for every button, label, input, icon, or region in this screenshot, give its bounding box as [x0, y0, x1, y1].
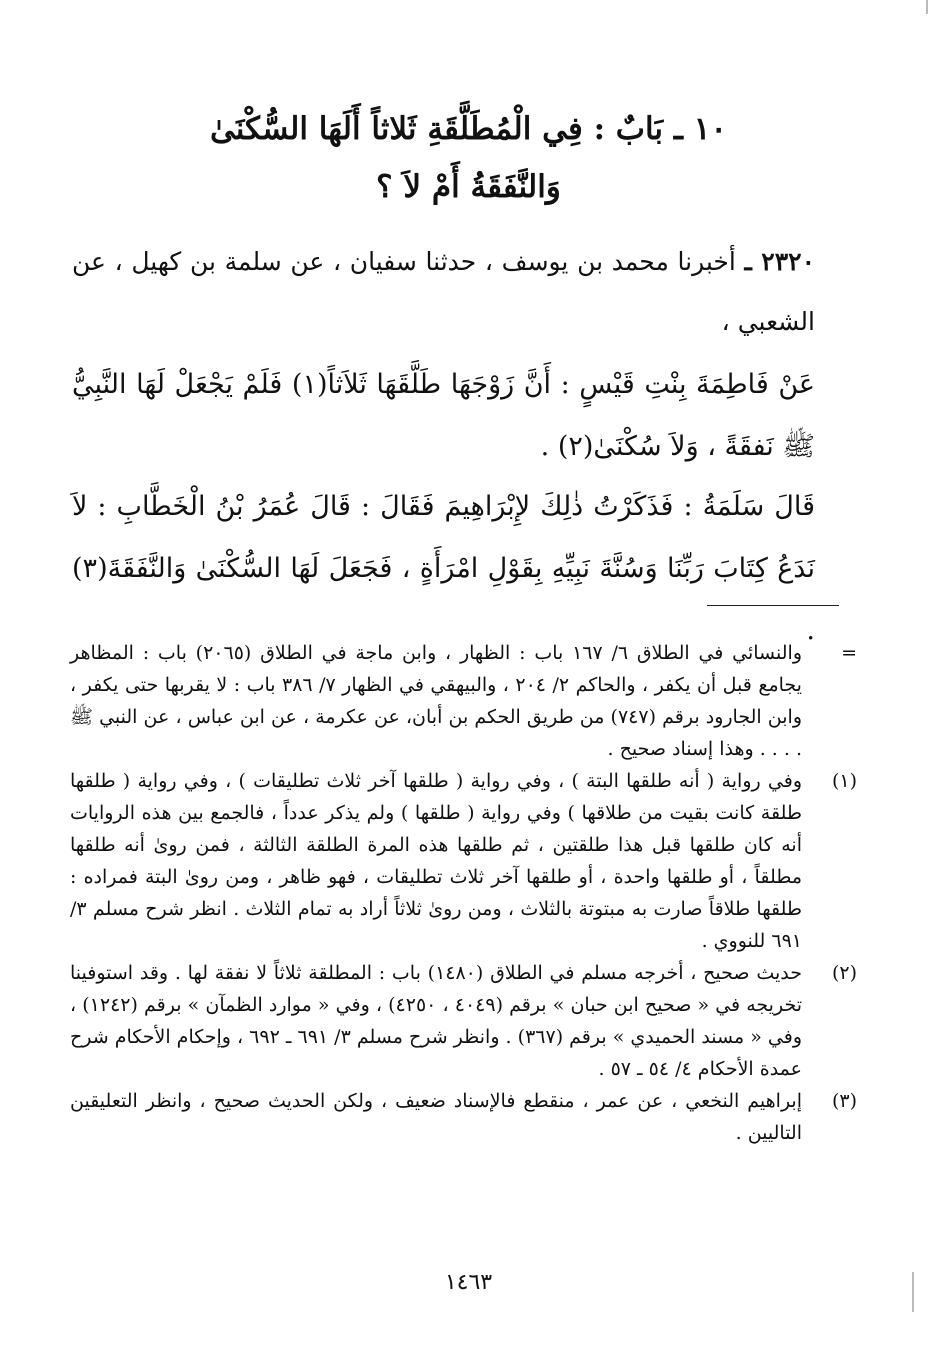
scan-edge-mark	[926, 0, 928, 14]
hadith-matn: عَنْ فَاطِمَةَ بِنْتِ قَيْسٍ : أَنَّ زَوْجَهَا طَلَّقَهَا ثَلاَثاً(١) فَلَمْ يَجْعَلْ لَهَا النَّبِيُّ ﷺ نَفقَةً ، وَلاَ سُكْنَىٰ(٢) .	[72, 369, 815, 462]
footnote-mark: =	[841, 642, 857, 664]
hadith-isnad	[72, 232, 815, 352]
footnote-3	[70, 1085, 857, 1149]
footnote-separator	[707, 605, 839, 606]
footnote-2	[70, 957, 857, 1085]
footnote-text: وفي رواية ( أنه طلقها البتة ) ، وفي رواية ( طلقها آخر ثلاث تطليقات ) ، وفي رواية ( طلقها طلقة كانت بقيت من طلاقها ) وفي رواية ( طلقها ) ولم يذكر عدداً ، فالجمع بين هذه الروايات أنه كان طلقها قبل هذا طلقتين ، ثم طلقها هذه المرة الطلقة الثالثة ، فمن روىٰ أنه طلقها مطلقاً ، أو طلقها واحدة ، أو طلقها آخر ثلاث تطليقات ، فهو ظاهر ، ومن روىٰ البتة فمراده : طلقها طلاقاً صارت به مبتوتة بالثلاث ، ومن روىٰ ثلاثاً أراد به تمام الثلاث . انظر شرح مسلم ٣/ ٦٩١ للنووي .	[70, 770, 802, 952]
footnote-text: إبراهيم النخعي ، عن عمر ، منقطع فالإسناد ضعيف ، ولكن الحديث صحيح ، وانظر التعليقين التاليين .	[70, 1090, 802, 1144]
footnote-continuation	[70, 637, 857, 765]
hadith-number: ٢٣٢٠ ـ	[744, 247, 816, 276]
page-number: ١٤٦٣	[444, 1270, 493, 1295]
footnote-text: حديث صحيح ، أخرجه مسلم في الطلاق (١٤٨٠) باب : المطلقة ثلاثاً لا نفقة لها . وقد استوفينا تخريجه في « صحيح ابن حبان » برقم (٤٠٤٩ ، ٤٢٥٠) ، وفي « موارد الظمآن » برقم (١٢٤٢) ، وفي « مسند الحميدي » برقم (٣٦٧) . وانظر شرح مسلم ٣/ ٦٩١ ـ ٦٩٢ ، وإحكام الأحكام شرح عمدة الأحكام ٤/ ٥٤ ـ ٥٧ .	[70, 962, 802, 1080]
footnote-text: والنسائي في الطلاق ٦/ ١٦٧ باب : الظهار ، وابن ماجة في الطلاق (٢٠٦٥) باب : المظاهر يجامع قبل أن يكفر ، والحاكم ٢/ ٢٠٤ ، والبيهقي في الظهار ٧/ ٣٨٦ باب : لا يقربها حتى يكفر ، وابن الجارود برقم (٧٤٧) من طريق الحكم بن أبان، عن عكرمة ، عن ابن عباس ، عن النبي ﷺ . . . . وهذا إسناد صحيح .	[70, 642, 802, 760]
chapter-title	[90, 100, 847, 216]
scan-edge-mark	[912, 1272, 914, 1312]
chapter-title-line-1: ١٠ ـ بَابٌ : فِي الْمُطَلَّقَةِ ثَلاثاً أَلَهَا السُّكْنَىٰ	[209, 111, 728, 147]
footnote-mark: (٣)	[831, 1090, 857, 1112]
footnote-1	[70, 765, 857, 957]
hadith-commentary: قَالَ سَلَمَةُ : فَذَكَرْتُ ذٰلِكَ لإِبْرَاهِيمَ فَقَالَ : قَالَ عُمَرُ بْنُ الْخَطَّابِ : لاَ نَدَعُ كِتَابَ رَبِّنَا وَسُنَّةَ نَبِيِّهِ بِقَوْلِ امْرَأَةٍ ، فَجَعَلَ لَهَا السُّكْنَىٰ وَالنَّفَقَةَ(٣) .	[72, 491, 815, 646]
hadith-isnad-text: أخبرنا محمد بن يوسف ، حدثنا سفيان ، عن سلمة بن كهيل ، عن الشعبي ،	[72, 247, 815, 336]
footnotes	[70, 637, 857, 1149]
footnote-mark: (١)	[831, 770, 857, 792]
chapter-title-line-2: وَالنَّفَقَةُ أَمْ لاَ ؟	[376, 169, 561, 205]
footnote-mark: (٢)	[831, 962, 857, 984]
